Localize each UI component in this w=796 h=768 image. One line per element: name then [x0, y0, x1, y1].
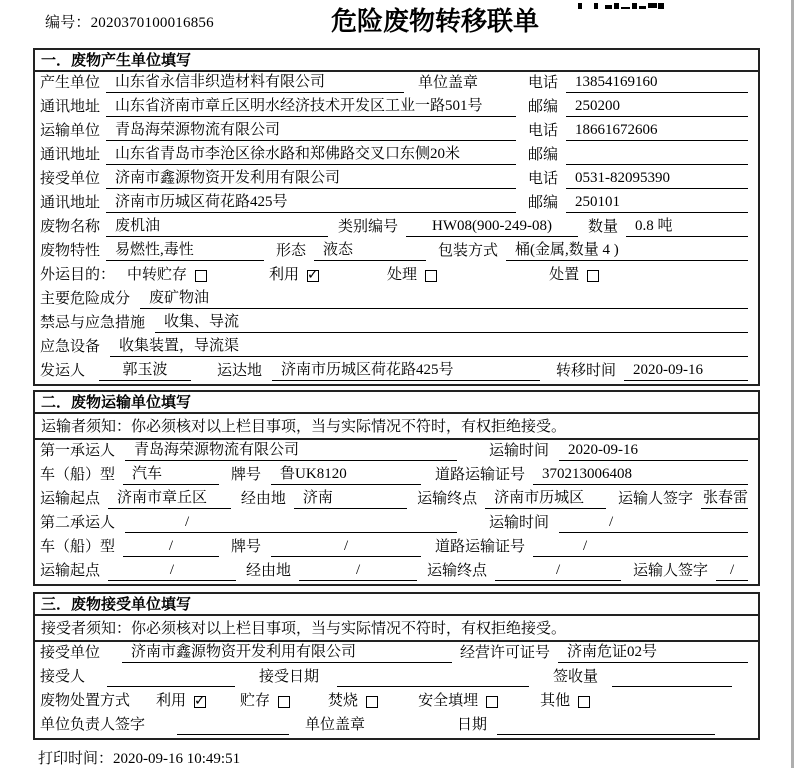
print-time-label: 打印时间：	[38, 751, 114, 767]
plate1-value: 鲁UK8120	[271, 465, 421, 485]
transfer-time-value: 2020-09-16	[624, 361, 748, 381]
option-label: 利用	[156, 693, 187, 709]
checkbox-icon	[307, 270, 319, 282]
receive-unit-label: 接受单位	[40, 645, 101, 661]
receiver-value: 济南市鑫源物资开发利用有限公司	[106, 169, 516, 189]
option-label: 其他	[540, 693, 571, 709]
carrier2-value: /	[125, 513, 457, 533]
row-equipment	[35, 336, 758, 360]
license-value: 济南危证02号	[558, 643, 748, 663]
taboo-label: 禁忌与应急措施	[40, 315, 146, 331]
disposal-option-utilize	[156, 692, 206, 711]
addr1-label: 通讯地址	[40, 99, 101, 115]
head-sign-value	[177, 734, 289, 735]
hazard-value: 废矿物油	[140, 289, 748, 309]
row-carrier2	[35, 512, 758, 536]
form-value: 液态	[314, 241, 426, 261]
origin1-label: 运输起点	[40, 491, 101, 507]
time2-label: 运输时间	[489, 515, 550, 531]
row-producer-address	[35, 96, 758, 120]
qr-code-fragment-svg	[578, 3, 664, 9]
receive-date-value	[337, 686, 529, 687]
disposal-label: 废物处置方式	[40, 693, 131, 709]
zip1-label: 邮编	[527, 99, 558, 115]
waste-name-label: 废物名称	[40, 219, 101, 235]
receiver-label: 接受单位	[40, 171, 101, 187]
origin2-label: 运输起点	[40, 563, 101, 579]
road-cert1-value: 370213006408	[533, 465, 748, 485]
equip-value: 收集装置，导流渠	[110, 337, 748, 357]
producer-label: 产生单位	[40, 75, 101, 91]
dest-value: 济南市历城区荷花路425号	[272, 361, 540, 381]
option-label: 处置	[549, 267, 580, 283]
sign1-label: 运输人签字	[617, 491, 693, 507]
sign2-label: 运输人签字	[633, 563, 709, 579]
option-label: 利用	[269, 267, 300, 283]
purpose-option-transfer-storage	[127, 266, 207, 285]
row-carrier1	[35, 440, 758, 464]
unit-seal-label: 单位盖章	[418, 75, 479, 91]
checkbox-icon	[194, 696, 206, 708]
checkbox-icon	[195, 270, 207, 282]
receive-unit-value: 济南市鑫源物资开发利用有限公司	[122, 643, 452, 663]
row-head-sign	[35, 714, 758, 738]
row-receiver	[35, 168, 758, 192]
origin2-value: /	[108, 561, 236, 581]
addr2-value: 山东省青岛市李沧区徐水路和郑佛路交叉口东侧20米	[106, 145, 516, 165]
row-waste-traits	[35, 240, 758, 264]
section-receiver	[33, 592, 760, 740]
time1-label: 运输时间	[489, 443, 550, 459]
disposal-option-store	[240, 692, 290, 711]
doc-number-label: 编号：	[45, 15, 91, 31]
row-receive-unit	[35, 642, 758, 666]
option-label: 安全填埋	[418, 693, 479, 709]
time2-value: /	[559, 513, 748, 533]
sign2-value: /	[716, 561, 748, 581]
print-time	[38, 747, 240, 768]
transporter-label: 运输单位	[40, 123, 101, 139]
row-taboo	[35, 312, 758, 336]
end1-label: 运输终点	[417, 491, 478, 507]
phone2-value: 18661672606	[566, 121, 748, 141]
row-recipient	[35, 666, 758, 690]
vehicle2-value: /	[123, 537, 219, 557]
form-label: 形态	[276, 243, 307, 259]
equip-label: 应急设备	[40, 339, 101, 355]
section3-header: 三．废物接受单位填写	[35, 594, 758, 616]
carrier2-label: 第二承运人	[40, 515, 116, 531]
carrier1-label: 第一承运人	[40, 443, 116, 459]
phone2-label: 电话	[527, 123, 558, 139]
plate2-value: /	[271, 537, 421, 557]
page-edge	[791, 0, 794, 768]
option-label: 贮存	[240, 693, 271, 709]
via1-value: 济南	[294, 489, 407, 509]
unit-seal2-label: 单位盖章	[305, 717, 366, 733]
taboo-value: 收集、导流	[155, 313, 748, 333]
doc-number	[45, 11, 214, 32]
plate1-label: 牌号	[231, 467, 262, 483]
road-cert2-value: /	[533, 537, 748, 557]
receive-date-label: 接受日期	[259, 669, 320, 685]
zip3-label: 邮编	[527, 195, 558, 211]
via2-value: /	[299, 561, 417, 581]
hazard-label: 主要危险成分	[40, 291, 131, 307]
addr2-label: 通讯地址	[40, 147, 101, 163]
checkbox-icon	[425, 270, 437, 282]
row-purpose	[35, 264, 758, 288]
row-transporter	[35, 120, 758, 144]
date2-label: 日期	[457, 717, 488, 733]
end2-value: /	[495, 561, 621, 581]
row-vehicle1	[35, 464, 758, 488]
checkbox-icon	[366, 696, 378, 708]
row-vehicle2	[35, 536, 758, 560]
qr-code-fragment-icon	[578, 0, 664, 9]
transporter-notice: 运输者须知：你必须核对以上栏目事项，当与实际情况不符时，有权拒绝接受。	[35, 414, 758, 440]
purpose-option-treat	[387, 266, 437, 285]
qty-value: 0.8 吨	[626, 217, 748, 237]
code-label: 类别编号	[338, 219, 399, 235]
consignor-value: 郭玉波	[99, 361, 191, 381]
option-label: 中转贮存	[127, 267, 188, 283]
plate2-label: 牌号	[231, 539, 262, 555]
qty-label: 数量	[588, 219, 619, 235]
phone3-label: 电话	[527, 171, 558, 187]
row-waste-name	[35, 216, 758, 240]
sign1-value: 张春雷	[701, 489, 748, 509]
amount-label: 签收量	[553, 669, 599, 685]
time1-value: 2020-09-16	[559, 441, 748, 461]
carrier1-value: 青岛海荣源物流有限公司	[125, 441, 457, 461]
transporter-value: 青岛海荣源物流有限公司	[106, 121, 516, 141]
page-title: 危险废物转移联单	[331, 7, 540, 36]
road-cert1-label: 道路运输证号	[435, 467, 526, 483]
option-label: 焚烧	[328, 693, 359, 709]
disposal-option-landfill	[418, 692, 498, 711]
disposal-option-other	[540, 692, 590, 711]
phone3-value: 0531-82095390	[566, 169, 748, 189]
section1-header: 一．废物产生单位填写	[35, 50, 758, 72]
via2-label: 经由地	[246, 563, 292, 579]
vehicle1-label: 车（船）型	[40, 467, 116, 483]
code-value: HW08(900-249-08)	[406, 217, 578, 237]
end1-value: 济南市历城区	[485, 489, 606, 509]
transfer-time-label: 转移时间	[556, 363, 617, 379]
dest-label: 运达地	[217, 363, 263, 379]
purpose-option-dispose	[549, 266, 599, 285]
waste-name-value: 废机油	[106, 217, 328, 237]
recipient-label: 接受人	[40, 669, 86, 685]
zip2-value	[566, 164, 748, 165]
section-transporter	[33, 390, 760, 586]
consignor-label: 发运人	[40, 363, 86, 379]
purpose-option-utilize	[269, 266, 319, 285]
recipient-value	[107, 686, 235, 687]
addr3-value: 济南市历城区荷花路425号	[106, 193, 516, 213]
row-route1	[35, 488, 758, 512]
addr1-value: 山东省济南市章丘区明水经济技术开发区工业一路501号	[106, 97, 516, 117]
row-disposal	[35, 690, 758, 714]
via1-label: 经由地	[240, 491, 286, 507]
zip2-label: 邮编	[527, 147, 558, 163]
checkbox-icon	[278, 696, 290, 708]
section-producer	[33, 48, 760, 386]
checkbox-icon	[578, 696, 590, 708]
origin1-value: 济南市章丘区	[108, 489, 231, 509]
section2-header: 二．废物运输单位填写	[35, 392, 758, 414]
head-sign-label: 单位负责人签字	[40, 717, 146, 733]
pack-value: 桶(金属,数量 4 )	[506, 241, 748, 261]
row-receiver-address	[35, 192, 758, 216]
trait-label: 废物特性	[40, 243, 101, 259]
phone1-label: 电话	[527, 75, 558, 91]
print-time-value: 2020-09-16 10:49:51	[113, 751, 241, 767]
date2-value	[497, 734, 715, 735]
checkbox-icon	[486, 696, 498, 708]
row-transporter-address	[35, 144, 758, 168]
disposal-option-incinerate	[328, 692, 378, 711]
license-label: 经营许可证号	[460, 645, 551, 661]
zip1-value: 250200	[566, 97, 748, 117]
phone1-value: 13854169160	[566, 73, 748, 93]
end2-label: 运输终点	[427, 563, 488, 579]
vehicle2-label: 车（船）型	[40, 539, 116, 555]
addr3-label: 通讯地址	[40, 195, 101, 211]
trait-value: 易燃性,毒性	[106, 241, 264, 261]
zip3-value: 250101	[566, 193, 748, 213]
purpose-label: 外运目的：	[40, 267, 116, 283]
amount-value	[612, 686, 732, 687]
row-dispatch	[35, 360, 758, 384]
pack-label: 包装方式	[438, 243, 499, 259]
option-label: 处理	[387, 267, 418, 283]
producer-value: 山东省永信非织造材料有限公司	[106, 73, 404, 93]
vehicle1-value: 汽车	[123, 465, 219, 485]
row-hazard	[35, 288, 758, 312]
receiver-notice: 接受者须知：你必须核对以上栏目事项，当与实际情况不符时，有权拒绝接受。	[35, 616, 758, 642]
checkbox-icon	[587, 270, 599, 282]
row-producer	[35, 72, 758, 96]
doc-number-value: 2020370100016856	[90, 15, 214, 31]
road-cert2-label: 道路运输证号	[435, 539, 526, 555]
row-route2	[35, 560, 758, 584]
